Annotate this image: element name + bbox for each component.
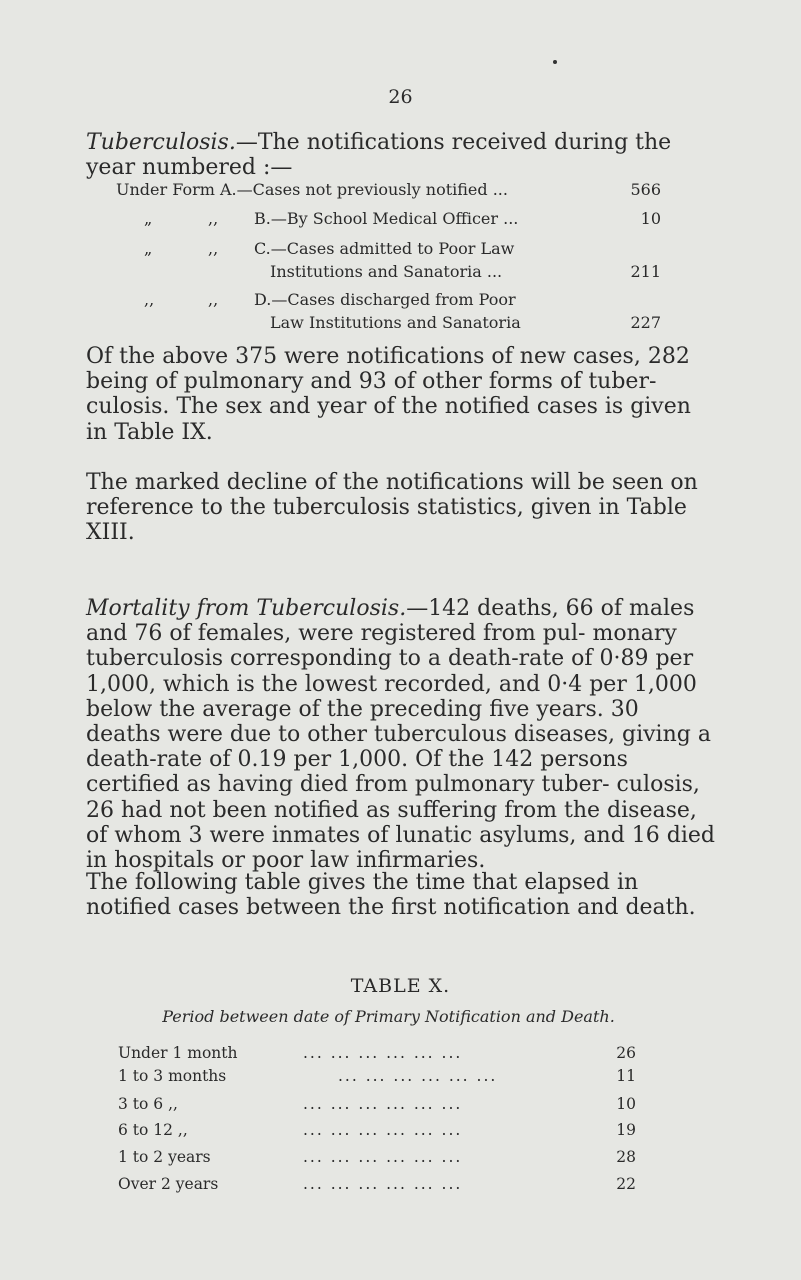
notification-value: 566 [630,180,661,199]
ditto-mark: ,, [144,290,155,309]
ditto-mark: ,, [208,290,219,309]
table-row-value: 10 [616,1095,636,1113]
paragraph-mortality [86,596,716,873]
mortality-lead: Mortality from Tuberculosis. [86,596,407,621]
ditto-mark: „ [144,209,153,228]
ditto-mark: „ [144,239,153,258]
intro-paragraph [86,130,716,180]
notification-label: B.—By School Medical Officer ... [254,209,519,228]
notification-label: D.—Cases discharged from Poor [254,290,516,309]
paragraph-decline: The marked decline of the notifications will be seen on reference to the tuberculosis statistics, given in Table XIII. [86,470,698,546]
leader-dots: ... ... ... ... ... ... [303,1095,463,1113]
table-row-value: 28 [616,1148,636,1166]
table-row-label: 6 to 12 ,, [118,1121,188,1139]
table-row-label: Under 1 month [118,1044,238,1062]
ditto-mark: ,, [208,239,219,258]
ink-speck [553,60,557,64]
leader-dots: ... ... ... ... ... ... [303,1121,463,1139]
table-row-label: 1 to 3 months [118,1067,227,1085]
notification-value: 227 [630,313,661,332]
notification-label: Under Form A.—Cases not previously notified ... [116,180,508,199]
leader-dots: ... ... ... ... ... ... [303,1148,463,1166]
leader-dots: ... ... ... ... ... ... [303,1175,463,1193]
table-row-label: Over 2 years [118,1175,219,1193]
table-row-label: 1 to 2 years [118,1148,211,1166]
leader-dots: ... ... ... ... ... ... [338,1067,498,1085]
table-subtitle: Period between date of Primary Notification and Death. [162,1007,615,1026]
table-row-value: 26 [616,1044,636,1062]
page-number: 26 [388,86,413,108]
intro-text: —The notifications received during the year numbered :— [86,130,672,181]
intro-lead: Tuberculosis. [86,130,236,155]
table-row-value: 11 [616,1067,636,1085]
table-row-value: 19 [616,1121,636,1139]
notification-value: 211 [630,262,661,281]
paragraph-table-intro: The following table gives the time that elapsed in notified cases between the first notification and death. [86,870,696,921]
mortality-text: —142 deaths, 66 of males and 76 of females, were registered from pul- monary tuberculosis corresponding to a death-rate of 0·89 per 1,000, which is the lowest recorded, and 0·4 per 1,000 below the average of the preceding five years. 30 deaths were due to other tuberculous diseases, giving a death-rate of 0.19 per 1,000. Of the 142 persons certified as having died from pulmonary tuber- culosis, 26 had not been notified as suffering from the disease, of whom 3 were inmates of lunatic asylums, and 16 died in hospitals or poor law infirmaries. [86,596,715,874]
paragraph-notifications-summary: Of the above 375 were notifications of new cases, 282 being of pulmonary and 93 of other forms of tuber- culosis. The sex and year of the notified cases is given in Table IX. [86,344,691,445]
table-row-label: 3 to 6 ,, [118,1095,178,1113]
leader-dots: ... ... ... ... ... ... [303,1044,463,1062]
notification-value: 10 [640,209,661,228]
notification-label-cont: Institutions and Sanatoria ... [270,262,503,281]
notification-label-cont: Law Institutions and Sanatoria [270,313,521,332]
table-row-value: 22 [616,1175,636,1193]
notification-label: C.—Cases admitted to Poor Law [254,239,515,258]
table-title: TABLE X. [350,975,451,997]
ditto-mark: ,, [208,209,219,228]
